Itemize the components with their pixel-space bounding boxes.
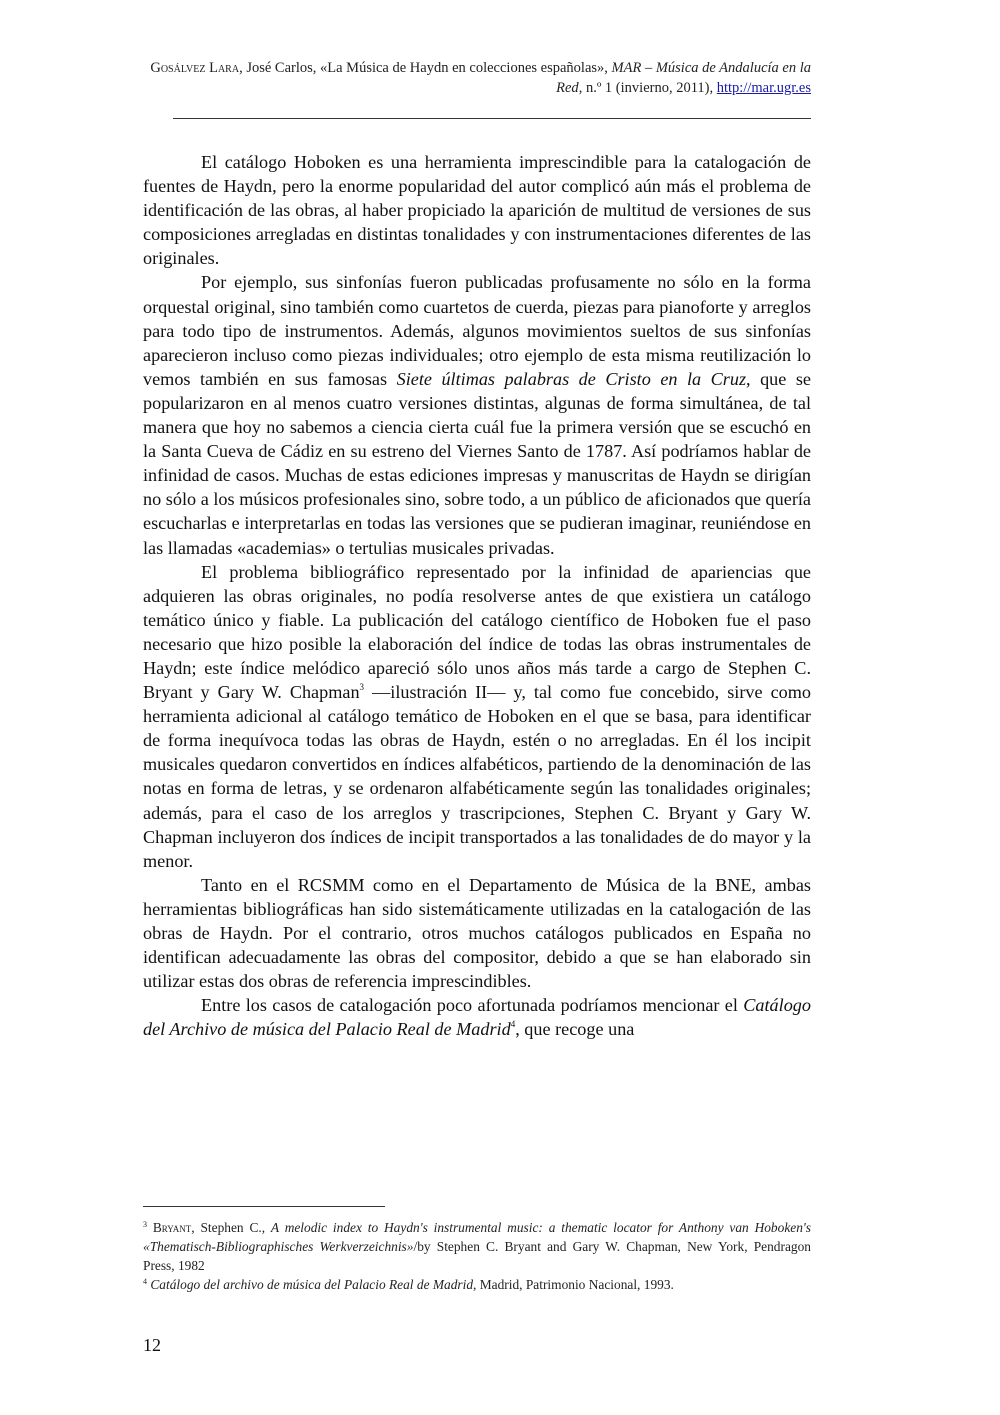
footnote-3 <box>143 1218 811 1275</box>
footnote-ref-3[interactable]: 3 <box>359 682 365 693</box>
paragraph-3-text-a: El problema bibliográfico representado por la infinidad de apariencias que adquieren las obras originales, no podía resolverse antes de que existiera un catálogo temático único y fiable. La publicación del catálogo científico de Hoboken fue el paso necesario que hizo posible la elaboración del índice de todas las obras instrumentales de Haydn; este índice melódico apareció sólo unos años más tarde a cargo de Stephen C. Bryant y Gary W. Chapman <box>143 561 811 703</box>
paragraph-4: Tanto en el RCSMM como en el Departamento de Música de la BNE, ambas herramientas bibliográficas han sido sistemáticamente utilizadas en la catalogación de las obras de Haydn. Por el contrario, otros muchos catálogos publicados en España no identifican adecuadamente las obras del compositor, debido a que se han elaborado sin utilizar estas dos obras de referencia imprescindibles. <box>143 874 811 992</box>
footnote-title: Catálogo del archivo de música del Palacio Real de Madrid <box>150 1277 474 1292</box>
paragraph-3-text-b: —ilustración II— y, tal como fue concebido, sirve como herramienta adicional al catálogo temático de Hoboken en el que se basa, para identificar de forma inequívoca todas las obras de Haydn, estén o no arregladas. En él los incipit musicales quedaron convertidos en índices alfabéticos, partiendo de la denominación de las notas en forma de letras, y se ordenaron alfabéticamente según las tonalidades originales; además, para el caso de los arreglos y trascripciones, Stephen C. Bryant y Gary W. Chapman incluyeron dos índices de incipit transportados a las tonalidades de do mayor y la menor. <box>143 682 812 871</box>
paragraph-1: El catálogo Hoboken es una herramienta imprescindible para la catalogación de fuentes de Haydn, pero la enorme popularidad del autor complicó aún más el problema de identificación de las obras, al haber propiciado la aparición de multitud de versiones de sus composiciones arregladas en distintas tonalidades y con instrumentaciones diferentes de las originales. <box>143 152 811 269</box>
header-author-surname: Gosálvez Lara <box>150 60 240 76</box>
paragraph-5-text-a: Entre los casos de catalogación poco afortunada podríamos mencionar el <box>201 995 744 1016</box>
footnote-publication: /by Stephen C. Bryant and Gary W. Chapman, New York, Pendragon Press, 1982 <box>143 1239 811 1273</box>
work-title-siete-palabras: Siete últimas palabras de Cristo en la Cruz <box>396 368 747 389</box>
page-number: 12 <box>143 1335 161 1355</box>
header-divider <box>173 118 811 119</box>
article-body <box>143 150 811 1041</box>
paragraph-2-text-b: , que se popularizaron en al menos cuatro versiones distintas, algunas de forma simultánea, de tal manera que hoy no sabemos a ciencia cierta cuál fue la primera versión que se escuchó en la Santa Cueva de Cádiz en su estreno del Viernes Santo de 1787. Así podríamos hablar de infinidad de casos. Muchas de estas ediciones impresas y manuscritas de Haydn se dirigían no sólo a los músicos profesionales sino, sobre todo, a un público de aficionados que quería escucharlas e interpretarlas en todas las versiones que se pudieran imaginar, reuniéndose en las llamadas «academias» o tertulias musicales privadas. <box>143 368 811 558</box>
footnote-divider <box>143 1206 385 1207</box>
paragraph-2-text-a: Por ejemplo, sus sinfonías fueron publicadas profusamente no sólo en la forma orquestal original, sino también como cuartetos de cuerda, piezas para pianoforte y arreglos para todo tipo de instrumentos. Además, algunos movimientos sueltos de sus sinfonías aparecieron incluso como piezas individuales; otro ejemplo de esta misma reutilización lo vemos también en sus famosas <box>143 272 811 389</box>
paragraph-5 <box>143 993 811 1041</box>
header-citation: , José Carlos, «La Música de Haydn en colecciones españolas», <box>239 60 612 76</box>
paragraph-2 <box>143 270 811 559</box>
footnotes <box>143 1218 811 1294</box>
paragraph-5-text-b: , que recoge una <box>515 1019 635 1040</box>
footnote-4 <box>143 1275 811 1294</box>
footnote-author: Bryant <box>152 1220 192 1235</box>
footnote-publication: , Madrid, Patrimonio Nacional, 1993. <box>473 1277 674 1292</box>
footnote-number: 3 <box>143 1220 147 1229</box>
paragraph-3 <box>143 560 811 873</box>
work-title-catalogo-palacio: Catálogo del Archivo de música del Palacio Real de Madrid <box>143 995 811 1040</box>
running-header <box>140 58 811 98</box>
footnote-author-rest: , Stephen C., <box>191 1220 271 1235</box>
footnote-title: A melodic index to Haydn's instrumental music: a thematic locator for Anthony van Hoboken's «Thematisch-Bibliographisches Werkverzeichnis» <box>143 1220 811 1254</box>
footnote-number: 4 <box>143 1277 147 1286</box>
header-issue: , n.º 1 (invierno, 2011), <box>578 80 717 96</box>
footnote-ref-4[interactable]: 4 <box>510 1019 516 1030</box>
header-url-link[interactable]: http://mar.ugr.es <box>716 80 811 96</box>
header-journal: MAR – Música de Andalucía en la Red <box>556 60 811 96</box>
